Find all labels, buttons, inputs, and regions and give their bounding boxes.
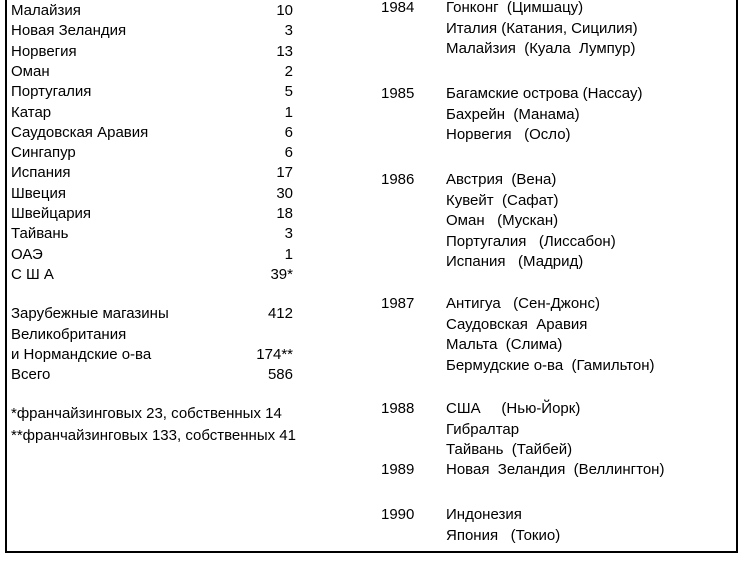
- timeline-year: 1984: [381, 0, 415, 16]
- total-value: 586: [267, 366, 293, 383]
- timeline-location: Бахрейн (Манама): [446, 106, 580, 123]
- country-name: Испания: [11, 164, 71, 181]
- country-store-count: 10: [276, 2, 293, 19]
- country-store-count: 2: [284, 63, 293, 80]
- foreign-stores-value: 412: [267, 305, 293, 322]
- timeline-location: Багамские острова (Нассау): [446, 85, 643, 102]
- country-name: Швейцария: [11, 205, 92, 222]
- timeline-location: Саудовская Аравия: [446, 316, 588, 333]
- country-name: Малайзия: [11, 2, 81, 19]
- country-store-count: 3: [284, 225, 293, 242]
- country-name: Катар: [11, 104, 52, 121]
- timeline-location: Норвегия (Осло): [446, 126, 571, 143]
- country-name: Оман: [11, 63, 50, 80]
- total-label: Всего: [11, 366, 51, 383]
- country-store-count: 1: [284, 104, 293, 121]
- timeline-year: 1989: [381, 461, 415, 478]
- country-store-count: 39*: [270, 266, 293, 283]
- country-store-count: 6: [284, 144, 293, 161]
- country-store-count: 3: [284, 22, 293, 39]
- timeline-location: Португалия (Лиссабон): [446, 233, 616, 250]
- timeline-year: 1985: [381, 85, 415, 102]
- country-name: С Ш А: [11, 266, 54, 283]
- timeline-location: Мальта (Слима): [446, 336, 563, 353]
- footnote-franchise-usa: *франчайзинговых 23, собственных 14: [11, 405, 282, 422]
- timeline-location: Гибралтар: [446, 421, 520, 438]
- timeline-location: Испания (Мадрид): [446, 253, 584, 270]
- timeline-location: Австрия (Вена): [446, 171, 557, 188]
- country-store-count: 18: [276, 205, 293, 222]
- timeline-location: Малайзия (Куала Лумпур): [446, 40, 636, 57]
- timeline-year: 1986: [381, 171, 415, 188]
- uk-stores-value: 174**: [256, 346, 293, 363]
- timeline-year: 1987: [381, 295, 415, 312]
- timeline-location: Япония (Токио): [446, 527, 561, 544]
- uk-label-line2: и Нормандские о-ва: [11, 346, 152, 363]
- timeline-location: Кувейт (Сафат): [446, 192, 559, 209]
- timeline-location: Оман (Мускан): [446, 212, 559, 229]
- uk-label-line1: Великобритания: [11, 326, 127, 343]
- timeline-location: Индонезия: [446, 506, 522, 523]
- country-store-count: 6: [284, 124, 293, 141]
- country-name: ОАЭ: [11, 246, 43, 263]
- timeline-location: Антигуа (Сен-Джонс): [446, 295, 600, 312]
- country-name: Сингапур: [11, 144, 76, 161]
- foreign-stores-label: Зарубежные магазины: [11, 305, 169, 322]
- country-name: Тайвань: [11, 225, 69, 242]
- timeline-year: 1990: [381, 506, 415, 523]
- footnote-franchise-uk: **франчайзинговых 133, собственных 41: [11, 427, 296, 444]
- timeline-year: 1988: [381, 400, 415, 417]
- timeline-location: Тайвань (Тайбей): [446, 441, 573, 458]
- timeline-location: Гонконг (Цимшацу): [446, 0, 584, 16]
- country-store-count: 13: [276, 43, 293, 60]
- country-name: Новая Зеландия: [11, 22, 127, 39]
- country-name: Норвегия: [11, 43, 77, 60]
- country-store-count: 5: [284, 83, 293, 100]
- country-name: Португалия: [11, 83, 92, 100]
- timeline-location: США (Нью-Йорк): [446, 400, 581, 417]
- timeline-location: Бермудские о-ва (Гамильтон): [446, 357, 655, 374]
- country-store-count: 17: [276, 164, 293, 181]
- country-name: Саудовская Аравия: [11, 124, 149, 141]
- timeline-location: Италия (Катания, Сицилия): [446, 20, 638, 37]
- country-name: Швеция: [11, 185, 66, 202]
- timeline-location: Новая Зеландия (Веллингтон): [446, 461, 665, 478]
- country-store-count: 30: [276, 185, 293, 202]
- country-store-count: 1: [284, 246, 293, 263]
